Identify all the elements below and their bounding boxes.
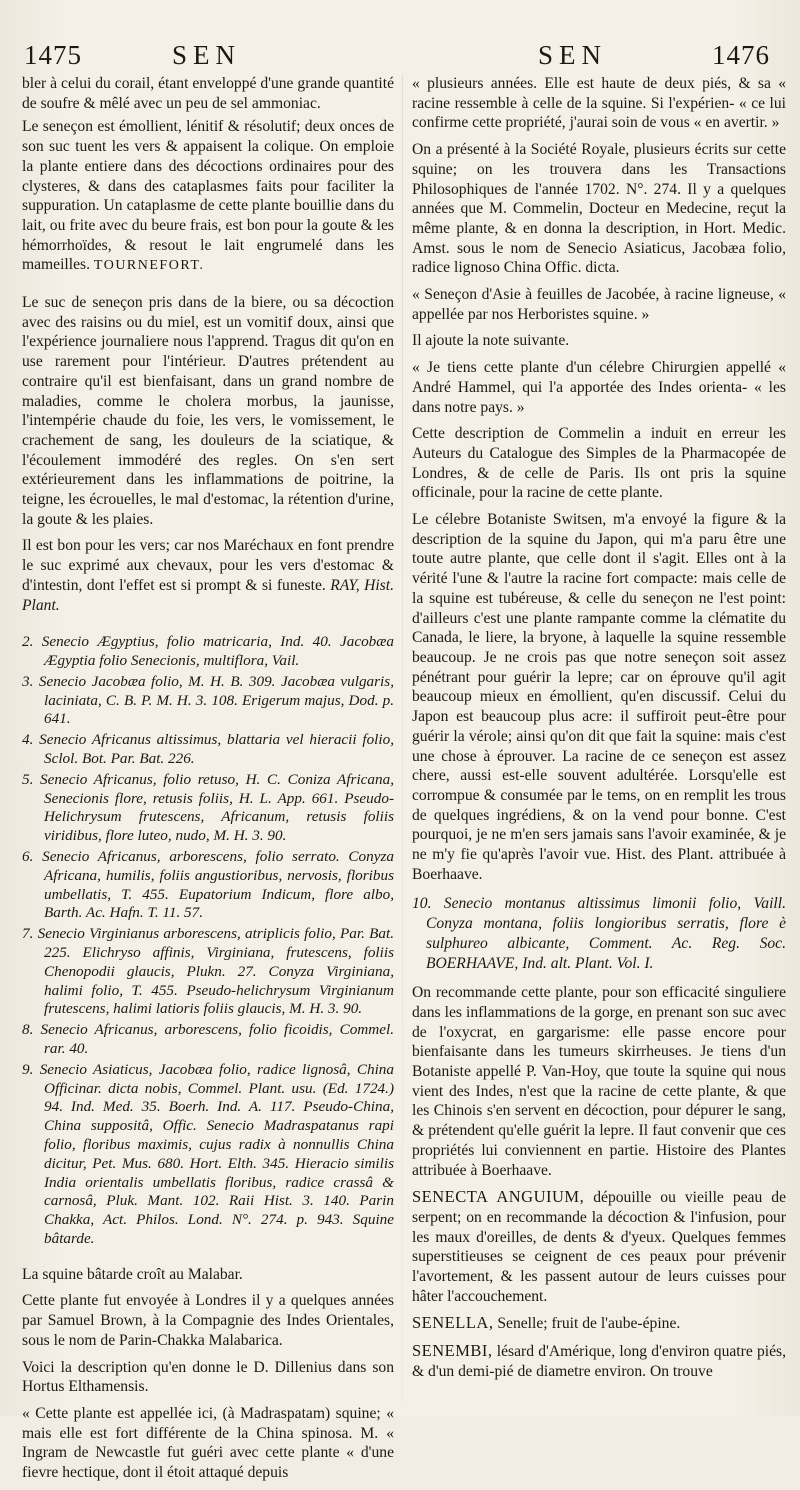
dictionary-entry: SENECTA ANGUIUM, dépouille ou vieille peau de serpent; on en recommande la décoction & l'infusion, pour les maux d'oreilles, de dents & d'yeux. Quelques femmes superstitieuses se ceignent de ces peaux pour prévenir l'avortement, & les passent autour de leurs cuisses pour hâter l'accouchement. bbox=[412, 1187, 786, 1305]
left-page-number: 1475 bbox=[24, 40, 82, 70]
dictionary-entry: SENEMBI, lésard d'Amérique, long d'environ quatre piés, & d'un demi-pié de diametre environ. On trouve bbox=[412, 1341, 786, 1380]
paragraph: La squine bâtarde croît au Malabar. bbox=[22, 1265, 243, 1283]
right-running-title: SEN bbox=[538, 40, 608, 70]
right-column bbox=[412, 74, 786, 1389]
entry-headword: SENECTA ANGUIUM, bbox=[412, 1187, 585, 1207]
left-column bbox=[22, 74, 394, 1490]
list-item: 6. Senecio Africanus, arborescens, folio serrato. Conyza Africana, humilis, foliis angustioribus, nervosis, floribus umbellatis, T. 455. Eupatorium Indicum, flore albo, Barth. Ac. Hafn. T. 11. 57. bbox=[22, 848, 394, 922]
entry-headword: SENEMBI, bbox=[412, 1341, 493, 1361]
quotation: « Seneçon d'Asie à feuilles de Jacobée, à racine ligneuse, « appellée par nos Herboristes squine. » bbox=[412, 286, 786, 323]
left-running-title: SEN bbox=[172, 40, 242, 70]
list-item: 8. Senecio Africanus, arborescens, folio ficoidis, Commel. rar. 40. bbox=[22, 1021, 394, 1058]
paragraph: On a présenté à la Société Royale, plusieurs écrits sur cette squine; on les trouvera dans les Transactions Philosophiques de l'année 1702. N°. 274. Il y a quelques années que M. Commelin, Docteur en Medecine, reçut la même plante, & en donna la description, in Hort. Medic. Amst. sous le nom de Senecio Asiaticus, Jacobæa folio, radice lignoso China Offic. dicta. bbox=[412, 141, 786, 277]
author-attribution: TOURNEFORT. bbox=[93, 258, 205, 274]
page-header bbox=[0, 40, 800, 74]
paragraph: Il ajoute la note suivante. bbox=[412, 332, 570, 350]
paragraph: Le célebre Botaniste Switsen, m'a envoyé la figure & la description de la squine du Japon, qui m'a paru être une toute autre plante, que celle dont il s'agit. Elles ont à la vérité l'une & l'autre la racine fort compacte: mais celle de la squine est tubéreuse, & celle du seneçon ne l'est point: d'ailleurs c'est une plante rampante comme la clématite du Canada, le liere, la bryone, à laquelle la squine ressemble beaucoup. Je ne crois pas que notre seneçon soit assez pénétrant pour guérir la lepre; car on éprouve qu'il agit beaucoup mieux en émollient, qu'en discussif. Celui du Japon est beaucoup plus acre: il suffiroit peut-être pour guérir la vérole; ainsi qu'on dit que fait la squine: mais c'est une chose à éprouver. La racine de ce seneçon est assez chere, aussi est-elle souvent adultérée. Lorsqu'elle est corrompue & consumée par le tems, on en remplit les trous de quelques ingrédiens, & on la vend pour bonne. C'est pourquoi, je ne m'en sers jamais sans l'avoir examinée, & je ne m'y fie qu'après l'avoir vue. Hist. des Plant. attribuée à Boerhaave. bbox=[412, 511, 786, 883]
right-page-number: 1476 bbox=[712, 40, 770, 70]
quotation: « Cette plante est appellée ici, (à Madraspatam) squine; « mais elle est fort différente de la China spinosa. M. « Ingram de Newcastle fut guéri avec cette plante « d'une fievre hectique, dont il étoit attaqué depuis bbox=[22, 1405, 394, 1482]
list-item: 10. Senecio montanus altissimus limonii folio, Vaill. Conyza montana, foliis longioribus serratis, flore è sulphureo albicante, Comment. Ac. Reg. Soc. BOERHAAVE, Ind. alt. Plant. Vol. I. bbox=[412, 895, 786, 972]
entry-headword: SENELLA, bbox=[412, 1313, 494, 1333]
quotation: « plusieurs années. Elle est haute de deux piés, & sa « racine ressemble à celle de la squine. Si l'expérien- « ce lui confirme cette propriété, j'aurai soin de vous « en avertir. » bbox=[412, 75, 786, 132]
list-item: 3. Senecio Jacobæa folio, M. H. B. 309. Jacobæa vulgaris, laciniata, C. B. P. M. H. 3. 108. Erigerum majus, Dod. p. 641. bbox=[22, 672, 394, 728]
paragraph: Il est bon pour les vers; car nos Maréchaux en font prendre le suc exprimé aux chevaux, pour les vers d'estomac & d'intestin, dont l'effet est si prompt & si funeste. RAY, Hist. Plant. bbox=[22, 537, 394, 614]
paragraph: Voici la description qu'en donne le D. Dillenius dans son Hortus Elthamensis. bbox=[22, 1358, 394, 1396]
list-item: 2. Senecio Ægyptius, folio matricaria, Ind. 40. Jacobæa Ægyptia folio Senecionis, multiflora, Vail. bbox=[22, 633, 394, 670]
dictionary-entry: SENELLA, Senelle; fruit de l'aube-épine. bbox=[412, 1313, 681, 1333]
paragraph: bler à celui du corail, étant enveloppé d'une grande quantité de soufre & mêlé avec un peu de sel ammoniac. bbox=[22, 75, 394, 112]
column-divider bbox=[402, 74, 403, 1404]
paragraph: On recommande cette plante, pour son efficacité singuliere dans les inflammations de la gorge, en prenant son suc avec de l'oxycrat, en gargarisme: elle passe encore pour bienfaisante dans les tumeurs skirrheuses. Je tiens d'un Botaniste appellé P. Van-Hoy, que toute la squine qui nous vient des Indes, n'est que la racine de cette plante, & que les Chinois s'en servent en décoction, pour dépurer le sang, & prétendent qu'elle guérit la lepre. Il faut convenir que ces propriétés lui conviennent en partie. Histoire des Plantes attribuée à Boerhaave. bbox=[412, 984, 786, 1179]
synonym-list bbox=[22, 633, 394, 1249]
paragraph: Le seneçon est émollient, lénitif & résolutif; deux onces de son suc tuent les vers & appaisent la colique. On emploie la plante entiere dans des décoctions ordinaires pour des clysteres, & dans des cataplasmes faits pour faciliter la suppuration. Un cataplasme de cette plante bouillie dans du lait, ou frite avec du beure frais, est bon pour la goute & les hémorrhoïdes, & resout le lait engrumelé dans les mameilles. TOURNEFORT. bbox=[22, 118, 394, 274]
author-attribution: RAY, Hist. Plant. bbox=[22, 576, 394, 614]
paragraph: Cette description de Commelin a induit en erreur les Auteurs du Catalogue des Simples de la Pharmacopée de Londres, & de celle de Paris. Ils ont pris la squine officinale, pour la racine de cette plante. bbox=[412, 425, 786, 502]
list-item: 7. Senecio Virginianus arborescens, atriplicis folio, Par. Bat. 225. Elichryso affinis, Virginiana, frutescens, foliis Chenopodii glaucis, Plukn. 27. Conyza Virginiana, halimi folio, T. 455. Pseudo-helichrysum Virginianum frutescens, halimi latioris foliis glaucis, M. H. 3. 90. bbox=[22, 925, 394, 1018]
paragraph: Le suc de seneçon pris dans de la biere, ou sa décoction avec des raisins ou du miel, est un vomitif doux, ainsi que l'expérience journaliere nous l'apprend. Tragus dit qu'on en use rarement pour l'intérieur. D'autres prétendent au contraire qu'il est bienfaisant, dans un grand nombre de maladies, comme le cholera morbus, la jaunisse, l'intempérie chaude du foie, les vers, le vomissement, le crachement de sang, les douleurs de la sciatique, & l'écoulement immodéré des regles. On s'en sert extérieurement dans les inflammations de poitrine, la teigne, les écrouelles, le mal d'estomac, la rétention d'urine, la goute & les plaies. bbox=[22, 294, 394, 528]
list-item: 9. Senecio Asiaticus, Jacobæa folio, radice lignosâ, China Officinar. dicta nobis, Commel. Plant. usu. (Ed. 1724.) 94. Ind. Med. 35. Boerh. Ind. A. 117. Pseudo-China, China suppositâ, Offic. Senecio Madraspatanus rapi folio, floribus maximis, cujus radix à nonnullis China dicitur, Pet. Mus. 680. Hort. Elth. 345. Hieracio similis India orientalis umbellatis floribus, radice crassâ & carnosâ, Pluk. Mant. 102. Raii Hist. 3. 140. Parin Chakka, Act. Philos. Lond. N°. 274. p. 943. Squine bâtarde. bbox=[22, 1060, 394, 1247]
list-item: 5. Senecio Africanus, folio retuso, H. C. Coniza Africana, Senecionis flore, retusis foliis, H. L. App. 661. Pseudo-Helichrysum frutescens, Africanum, retusis foliis viridibus, flore luteo, nudo, M. H. 3. 90. bbox=[22, 770, 394, 845]
list-item: 4. Senecio Africanus altissimus, blattaria vel hieracii folio, Sclol. Bot. Par. Bat. 226. bbox=[22, 731, 394, 768]
paragraph: Cette plante fut envoyée à Londres il y a quelques années par Samuel Brown, à la Compagnie des Indes Orientales, sous le nom de Parin-Chakka Malabarica. bbox=[22, 1292, 394, 1349]
quotation: « Je tiens cette plante d'un célebre Chirurgien appellé « André Hammel, qui l'a apportée des Indes orienta- « les dans notre pays. » bbox=[412, 359, 786, 416]
